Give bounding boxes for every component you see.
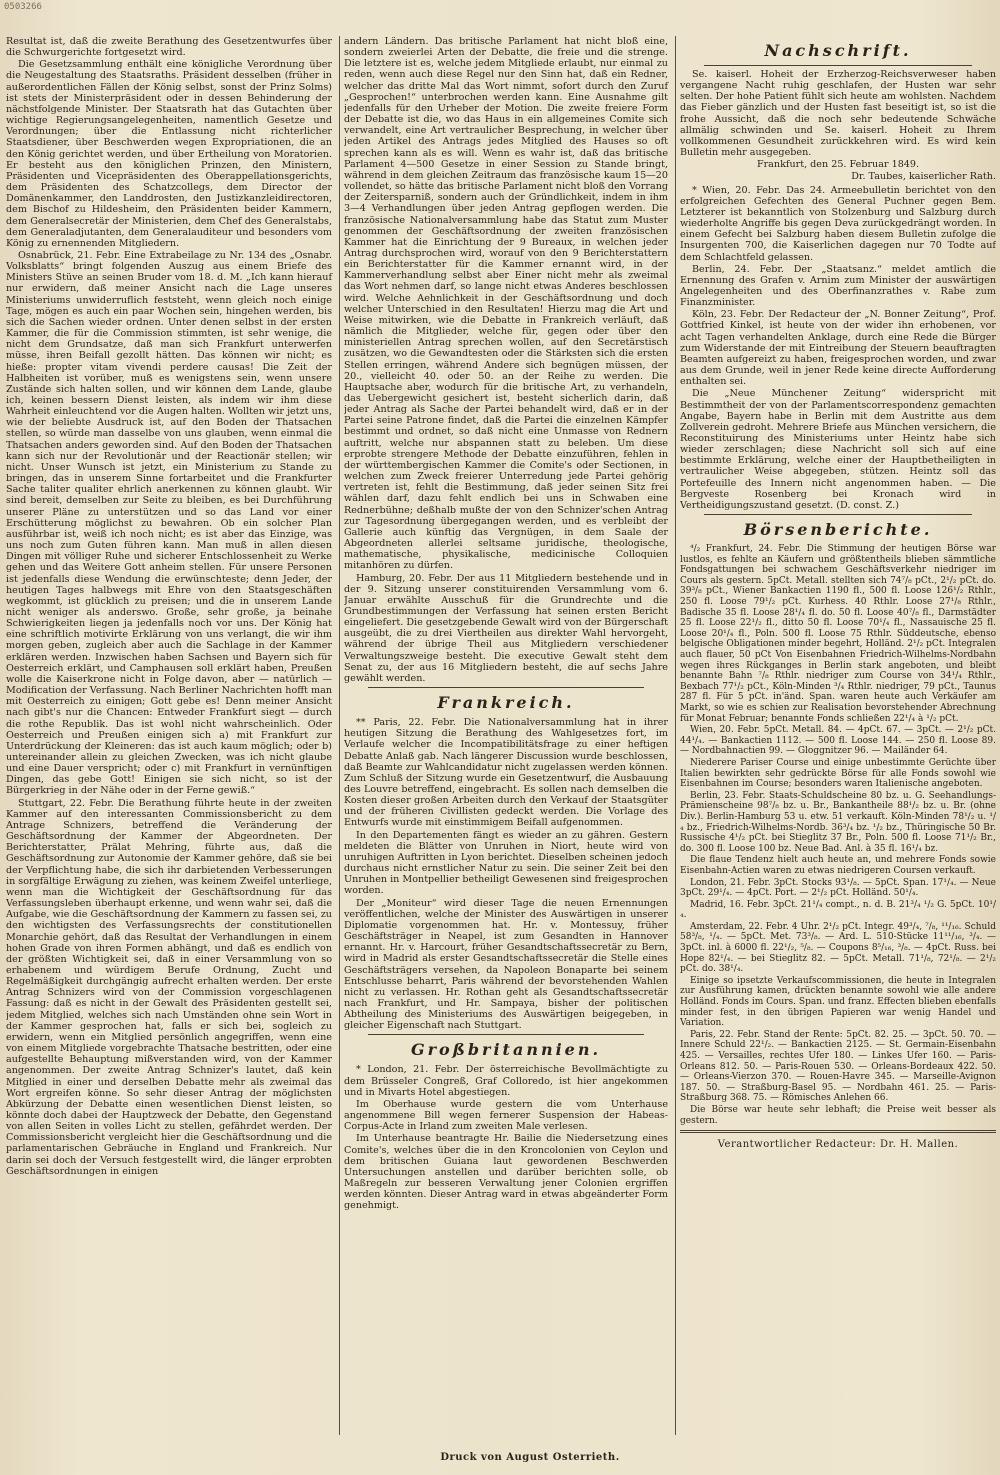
market-note: Die Börse war heute sehr lebhaft; die Preise weit besser als gestern.	[680, 1104, 996, 1126]
divider	[704, 65, 972, 66]
market-madrid: Madrid, 16. Febr. 3pCt. 21¹/₄ compt., n. d. B. 21³/₄ ¹/₂ G. 5pCt. 10¹/₄.	[680, 899, 996, 921]
divider	[368, 1034, 644, 1035]
market-frankfurt: ⁴/₂ Frankfurt, 24. Febr. Die Stimmung der heutigen Börse war lustlos, es fehlte an Käufern und größtentheils blieben sämmtliche Fondsgattungen bei schwachem Geschäftsverkehr niedriger im Cours als gestern. 5pCt. Metall. stellten sich 74⁷/₈ pCt., 2¹/₂ pCt. do. 39³/₈ pCt., Wiener Bankactien 1190 fl., 500 fl. Loose 126¹/₂ Rthlr., 250 fl. Loose 79¹/₂ pCt. Kurhess. 40 Rthlr. Loose 27¹/₈ Rthlr., Badische 35 fl. Loose 28¹/₄ fl. do. 50 fl. Loose 40⁷/₈ fl., Darmstädter 25 fl. Loose 22¹/₂ fl., ditto 50 fl. Loose 70¹/₄ fl., Nassauische 25 fl. Loose 20¹/₄ fl., Poln. 500 fl. Loose 75 Rthlr. Süddeutsche, ebenso belgische Obligationen minder begehrt, Holländ. 2¹/₂ pCt. Integralen auch flauer, 50 pCt Von Eisenbahnen Friedrich-Wilhelms-Nordbahn wegen ihres Rückganges in Berlin stark angeboten, und bleibt benannte Bahn ⁷/₈ Rthlr. niedriger zum Course von 34¹/₄ Rthlr., Bexbach 77¹/₂ pCt., Köln-Minden ³/₄ Rthlr. niedriger, 79 pCt., Taunus 287 fl. Für 5 pCt. in'änd. Span. waren heute auch Verkäufer am Markt, so wie es schien zur Realisation bevorstehender Abrechnung für Monat Februar; benannte Fonds schließen 22¹/₄ à ¹/₂ pCt.	[680, 544, 996, 724]
divider	[368, 687, 644, 688]
article-wien: * Wien, 20. Febr. Das 24. Armeebulletin berichtet von den erfolgreichen Gefechten des General Puchner gegen Bem. Letzterer ist bekanntlich von Stolzenburg und Salzburg durch wiederholte Angriffe bis gegen Deva zurückgedrängt worden. In einem Gefecht bei Salzburg haben diesem Bulletin zufolge die Insurgenten 700, die Kaiserlichen dagegen nur 70 Todte auf dem Schlachtfeld gelassen.	[680, 184, 996, 263]
market-london: London, 21. Febr. 3pCt. Stocks 93¹/₈. — 5pCt. Span. 17¹/₄. — Neue 3pCt. 29¹/₄. — 4pCt. Port. — 2¹/₂ pCt. Holländ. 50¹/₄.	[680, 877, 996, 899]
article-stuttgart: Stuttgart, 22. Febr. Die Berathung führte heute in der zweiten Kammer auf den interessanten Commissionsbericht zu dem Antrage Schnizers, betreffend die Veränderung der Geschäftsordnung der Kammer der Abgeordneten. Der Berichterstatter, Prälat Mehring, führte aus, daß die Geschäftsordnung zur Autonomie der Kammer gehöre, daß sie bei der Verpflichtung habe, die sich ihr darbietenden Verbesserungen in sorgfältige Erwägung zu ziehen, was keinem Zweifel unterliege, wenn man die Wichtigkeit der Geschäftsordnung für das Verfassungsleben überhaupt erkenne, und wenn wahr sei, daß die Aufgabe, wie die Geschäftsordnung der Kammern zu fassen sei, zu den wichtigsten des Verfassungsrechts der constitutionellen Monarchie gehört, daß das Resultat der Verhandlungen in einem hohen Grade von ihren Formen abhängt, und daß es endlich von der größten Wichtigkeit sei, daß in einer Versammlung von so erhabenem und würdigem Berufe Ordnung, Zucht und Regelmäßigkeit durchgängig aufrecht erhalten werden. Der erste Antrag Schnizers wird von der Commission vorgeschlagenen Fassung: daß es nicht in der Gewalt des Präsidenten gestellt sei, jedem Mitglied, welches sich nach Umständen ohne sein Wort in der Kammer gesprochen hat, falls er sich bei, sogleich zu erwidern, wenn ein Mitglied persönlich angegriffen, wenn eine von einem Mitgliede vorgebrachte Thatsache bestritten, oder eine aufgestellte Behauptung mißverstanden wird, von der Kammer angenommen. Der zweite Antrag Schnizer's lautet, daß kein Mitglied in einer und derselben Debatte mehr als zweimal das Wort ergreifen könne. So sehr dieser Antrag der möglichsten Abkürzung der Debatte einen wesentlichen Dienst leisten, so könnte doch dabei der Hauptzweck der Debatte, den Gegenstand von allen Seiten in volles Licht zu stellen, gefährdet werden. Der Commissionsbericht vergleicht hier die Geschäftsordnung und die parlamentarischen Gebräuche in England und Frankreich. Nur darin sei doch der Versuch festgestellt wird, die länger erprobten Geschäftsordnungen in einigen	[6, 797, 332, 1177]
responsible-editor: Verantwortlicher Redacteur: Dr. H. Mallen.	[717, 1139, 959, 1151]
divider	[704, 514, 972, 515]
article-paragraph: Die „Neue Münchener Zeitung“ widerspricht mit Bestimmtheit der von der Parlamentscorrespondenz gemachten Angabe, Bayern habe in Berlin mit dem Austritte aus dem Zollverein gedroht. Mehrere Briefe aus München versichern, die Reconstituirung des Ministeriums unter Heintz habe sich wieder zerschlagen; diese Nachricht soll sich auf eine bestimmte Erklärung, welche einer der Hauptbetheiligten in vertraulicher Weise abgegeben, stützen. Heintz soll das Portefeuille des Innern nicht angenommen haben. — Die Bergveste Rosenberg bei Kronach wird in Vertheidigungszustand gesetzt. (D. const. Z.)	[680, 388, 996, 511]
market-note: Einige so ipsetzte Verkaufscommissionen, die heute in Integralen zur Ausführung kamen, drückten benannte sowohl wie alle andere Holländ. Fonds im Cours. Span. und franz. Effecten blieben ebenfalls minder fest, in den übrigen Papieren war wenig Handel und Variation.	[680, 975, 996, 1029]
column-3	[680, 36, 996, 1455]
market-paris: Paris, 22. Febr. Stand der Rente: 5pCt. 82. 25. — 3pCt. 50. 70. — Innere Schuld 22¹/₂. — Bankactien 2125. — St. Germain-Eisenbahn 425. — Versailles, rechtes Ufer 180. — Linkes Ufer 160. — Paris-Orleans 812. 50. — Paris-Rouen 530. — Orleans-Bordeaux 422. 50. — Orleans-Vierzon 370. — Rouen-Havre 345. — Marseille-Avignon 187. 50. — Straßburg-Basel 95. — Nordbahn 461. 25. — Paris-Straßburg 368. 75. — Römisches Anlehen 66.	[680, 1029, 996, 1104]
article-paragraph: Im Unterhause beantragte Hr. Bailie die Niedersetzung eines Comite's, welches über die in den Kroncolonien von Ceylon und dem britischen Guiana laut gewordenen Beschwerden Untersuchungen anstellen und darüber berichten solle, ob Maßregeln zur besseren Verwaltung jener Colonien ergriffen werden könnten. Dieser Antrag ward in etwas abgeänderter Form genehmigt.	[344, 1133, 668, 1212]
bulletin-signature: Dr. Taubes, kaiserlicher Rath.	[851, 171, 996, 183]
article-paragraph: Im Oberhause wurde gestern die vom Unterhause angenommene Bill wegen fernerer Suspension der Habeas-Corpus-Acte in Irland zum zweiten Male verlesen.	[344, 1098, 668, 1133]
section-heading-grossbritannien: Großbritannien.	[410, 1040, 602, 1060]
divider	[680, 1130, 996, 1133]
article-paragraph: Der „Moniteur“ wird dieser Tage die neuen Ernennungen veröffentlichen, welche der Minister des Auswärtigen in unserer Diplomatie vorgenommen hat. Hr. v. Montessuy, früher Geschäftsträger in Neapel, ist zum Gesandten in Hannover ernannt. Hr. v. Harcourt, früher Gesandtschaftssecretär zu Bern, wird in Madrid als erster Gesandtschaftssecretär die Stelle eines Geschäftsträgers versehen, da Napoleon Bonaparte bei seinem Entschlusse beharrt, Paris während der bevorstehenden Wahlen nicht zu verlassen. Hr. Rothan geht als Gesandtschaftssecretär nach Frankfurt, und Hr. Sampaya, bisher der politischen Abtheilung des Ministeriums des Auswärtigen beigegeben, in gleicher Eigenschaft nach Stuttgart.	[344, 897, 668, 1032]
section-heading-boersen: Börsenberichte.	[743, 520, 933, 540]
article-paragraph: Resultat ist, daß die zweite Berathung des Gesetzentwurfes über die Schwurgerichte fortgesetzt wird.	[6, 36, 332, 59]
article-paris: ** Paris, 22. Febr. Die Nationalversammlung hat in ihrer heutigen Sitzung die Berathung des Wahlgesetzes fort, im Verlaufe welcher die Incompatibilitätsfrage zu einer heftigen Debatte Anlaß gab. Nach längerer Discussion wurde beschlossen, daß Beamte zur Wahlcandidatur nicht zugelassen werden können. Zum Schluß der Sitzung wurde ein Gesetzentwurf, die Ausbauung des Louvre betreffend, eingebracht. Es sollen nach demselben die Kosten dieser großen Arbeiten durch den Verkauf der Staatsgüter und der früheren Civillisten gedeckt werden. Die Vorlage des Entwurfs wurde mit einstimmigem Beifall aufgenommen.	[344, 717, 668, 829]
market-wien: Wien, 20. Febr. 5pCt. Metall. 84. — 4pCt. 67. — 3pCt. — 2¹/₂ pCt. 44¹/₄. — Bankactien 1112. — 500 fl. Loose 144. — 250 fl. Loose 89. — Nordbahnactien 99. — Gloggnitzer 96. — Mailänder 64.	[680, 725, 996, 757]
market-amsterdam: Amsterdam, 22. Febr. 4 Uhr. 2¹/₂ pCt. Integr. 49³/₄, ⁷/₈, ¹¹/₁₆. Schuld 58³/₈, ¹/₄. — 5pCt. Met. 73³/₈. — Ard. L. 510-Stücke 11¹¹/₁₆, ³/₄. — 3pCt. inl. à 6000 fl. 22¹/₂, ⁵/₈. — Coupons 8⁵/₁₆, ³/₈. — 4pCt. Russ. bei Hope 82¹/₄. — bei Stieglitz 82. — 5pCt. Metall. 71¹/₈, 72¹/₈. — 2¹/₂ pCt. do. 38¹/₄.	[680, 921, 996, 975]
article-hamburg: Hamburg, 20. Febr. Der aus 11 Mitgliedern bestehende und in der 9. Sitzung unserer constituirenden Versammlung vom 6. Januar erwählte Ausschuß für die Grundrechte und die Grundbestimmungen der Verfassung hat seinen ersten Bericht eingeliefert. Die gesetzgebende Gewalt wird von der Bürgerschaft ausgeübt, die zu drei Viertheilen aus direkter Wahl hervorgeht, während der übrige Theil aus Mitgliedern verschiedener Verwaltungszweige besteht. Die executive Gewalt steht dem Senat zu, der aus 16 Mitgliedern besteht, die auf sechs Jahre gewählt werden.	[344, 572, 668, 684]
column-2	[344, 36, 672, 1455]
article-paragraph: Die Gesetzsammlung enthält eine königliche Verordnung über die Neugestaltung des Staatsraths. Präsident desselben (früher in außerordentlichen Fällen der König selbst, sonst der Prinz Solms) ist stets der Ministerpräsident oder in dessen Behinderung der nächstfolgende Minister. Der Staatsrath hat das Gutachten über wichtige Regierungsangelegenheiten, namentlich Gesetze und Verordnungen; über die Entlassung nicht richterlicher Staatsdiener, über Beschwerden wegen Expropriationen, die an den König gerichtet werden, und über Ertheilung von Moratorien. Er besteht aus den königlichen Prinzen, den Ministern, Präsidenten und Vicepräsidenten des Oberappellationsgerichts, dem Präsidenten des Schatzcollegs, dem Director der Domänenkammer, den Landdrosten, den Justizkanzleidirectoren, dem Bischof zu Hildesheim, den Präsidenten beider Kammern, dem Generalsecretär der Ministerien, dem Chef des Generalstabs, dem Generaladjutanten, dem Generalauditeur und besonders vom König zu ernennenden Mitgliedern.	[6, 59, 332, 249]
article-paragraph: andern Ländern. Das britische Parlament hat nicht bloß eine, sondern zweierlei Arten der Debatte, die freie und die strenge. Die letztere ist es, welche jedem Mitgliede erlaubt, nur einmal zu reden, wenn auch diese Regel nur den Sinn hat, daß ein Redner, welcher das dritte Mal das Wort nimmt, sofort durch den Zuruf „Gesprochen!“ unterbrochen werden kann. Eine Ausnahme gilt jedenfalls für den Urheber der Motion. Die zweite freiere Form der Debatte ist die, wo das Haus in ein allgemeines Comite sich verwandelt, eine Art vertraulicher Besprechung, in welcher über jeden Artikel des Antrags jedes Mitglied des Hauses so oft sprechen kann als es will. Wenn es wahr ist, daß das britische Parlament 4—500 Gesetze in einer Session zu Stande bringt, während in dem gleichen Zeitraum das französische kaum 15—20 vollendet, so hätte das britische Parlament nicht bloß den Vorrang der Zeitersparniß, sondern auch der Gründlichkeit, indem in ihm 3—4 Verhandlungen über jeden Antrag gepflogen werden. Die französische Nationalversammlung habe das Statut zum Muster genommen der Geschäftsordnung der zweiten französischen Kammer hat die Einrichtung der 9 Bureaux, in welchen jeder Antrag durchsprochen wird, worauf von den 9 Berichterstattern ein Berichterstatter für die Kammer ernannt wird, in der Kammerverhandlung selbst aber Einer nicht mehr als zweimal das Wort nehmen darf, so lange nicht etwas Anderes beschlossen wird. Welche Aehnlichkeit in der Geschäftsordnung und doch welcher Unterschied in den Resultaten! Hierzu mag die Art und Weise mitwirken, wie die Debatte in Frankreich verläuft, daß nämlich die Mitglieder, welche für, gegen oder über den ministeriellen Antrag sprechen wollen, auf den Secretärstisch zusätzen, wo die Gewandtesten oder die Stärksten sich die ersten Stellen erringen, während Andere sich begnügen müssen, der 20., vielleicht 40. oder 50. an der Reihe zu werden. Die Hauptsache aber, wodurch für die britische Art, zu verhandeln, das Uebergewicht gesichert ist, besteht sicherlich darin, daß jeder Antrag als Sache der Partei behandelt wird, daß er in der Partei seine Patrone findet, daß die Partei die einzelnen Kämpfer bestimmt und ordnet, so daß nicht eine Unmasse von Rednern auftritt, welche nur abspannen statt zu beleben. Um diese erprobte strengere Methode der Debatte einzuführen, fehlen in der württembergischen Kammer die Comite's oder Sectionen, in welchen zum Zweck freierer Unterredung jede Partei gehörig vertreten ist, fehlt die Bestimmung, daß jeder seinen Sitz frei wählen darf, dazu fehlt endlich bei uns in Schwaben eine Rednerbühne; deßhalb mußte der von den Schnizer'schen Antrag zur Tagesordnung übergegangen werden, und es verbleibt der Gallerie auch künftig das Vergnügen, in dem Saale der Abgeordneten allerlei seltsame juridische, theologische, mathematische, physikalische, medicinische Colloquien mitanhören zu dürfen.	[344, 36, 669, 572]
market-note: Niederere Pariser Course und einige unbestimmte Gerüchte über Italien bewirkten sehr gedrückte Börse für alle Fonds sowohl wie Eisenbahnen im Course; besonders waren Italienische angeboten.	[680, 757, 996, 790]
column-divider	[675, 36, 676, 1435]
column-divider	[339, 36, 340, 1435]
printer-imprint: Druck von August Osterrieth.	[440, 1452, 620, 1463]
section-heading-nachschrift: Nachschrift.	[764, 41, 912, 60]
market-reports	[680, 544, 996, 1126]
article-osnabrueck: Osnabrück, 21. Febr. Eine Extrabeilage zu Nr. 134 des „Osnabr. Volksblatts“ bringt folgenden Auszug aus einem Briefe des Ministers Stüve an seinen Bruder vom 18. d. M. „Ich kann hierauf nur erwidern, daß meiner Ansicht nach die Lage unseres Ministeriums unwiderruflich feststeht, wenn gleich noch einige Tage, mögen es auch ein paar Wochen sein, hingehen werden, bis sich die Sachen wieder ordnen. Unter denen selbst in der ersten Kammer, die für die Commission stimmten, ist sehr wenige, die nicht dem Grundsatze, daß man sich Frankfurt unterwerfen müsse, ihren Beifall gezollt hätten. Das können wir nicht; es hieße: propter vitam vivendi perdere causas! Die Zeit der Halbheiten ist vorüber, muß es wenigstens sein, wenn unsere Zustände sich halten sollen, und wir können dem Lande, glaube ich, keinen bessern Dienst leisten, als indem wir ihm diese Wahrheit einleuchtend vor die Augen halten. Wollten wir jetzt uns, wie der beliebte Ausdruck ist, auf den Boden der Thatsachen stellen, so würde man dasselbe von uns glauben, wenn einmal die Thatsachen anders geworden sind. Auf den Boden der Thatsachen kann sich nur der Revolutionär und der Reactionär stellen; wir nicht. Unser Wunsch ist jetzt, ein Ministerium zu Stande zu bringen, das in unserem Sinne fortarbeitet und die Frankfurter Sache taliter qualiter ehrlich anerkennen zu können glaubt. Wir sind bereit, demselben zur Seite zu bleiben, es bei Durchführung unserer Pläne zu unterstützen und so das Land vor einer Erschütterung möglichst zu bewahren. Ob ein solcher Plan ausführbar ist, weiß ich noch nicht; es ist aber das Einzige, was uns noch zum Guten führen kann. Man muß in allen diesen Dingen mit völliger Ruhe und sicherer Entschlossenheit zu Werke gehen und das Weitere Gott anheim stellen. Für unsere Personen ist jedenfalls diese Wendung die erwünschteste; denn Jeder, der heutigen Tages halbwegs mit Ehre von den Staatsgeschäften wegkommt, ist glücklich zu preisen; und die in unserem Lande nicht weniger als anderswo. Große, sehr große, ja beinahe Schwierigkeiten liegen ja jedenfalls noch vor uns. Der König hat eine schriftlich motivirte Erklärung von uns verlangt, die wir ihm morgen geben, zugleich aber auch die Sachlage in der Kammer erklären werden. Inzwischen haben Sachsen und Bayern sich für Oesterreich erklärt, und Camphausen soll erklärt haben, Preußen wolle die Kaiserkrone nicht in Folge davon, aber — natürlich — Modification der Verfassung. Nach Berliner Nachrichten hofft man mit Oesterreich zu einigen; Gott gebe es! Denn meiner Ansicht nach gibt's nur die Chancen: Entweder Frankfurt siegt — durch die rothe Republik. Das ist wohl nicht wahrscheinlich. Oder Oesterreich und Preußen einigen sich a) mit Frankfurt zur Unterdrückung der Kleineren: das ist auch kaum möglich; oder b) untereinander allein zu gleichen Zwecken, was ich nicht glaube und eine Dauer verspricht; oder c) mit Frankfurt in vernünftigen Dingen, das gebe Gott! Einigen sie sich nicht, so ist der Bürgerkrieg in der Nähe oder in der Ferne gewiß.“	[6, 249, 332, 797]
market-note: Die flaue Tendenz hielt auch heute an, und mehrere Fonds sowie Eisenbahn-Actien waren zu etwas niedrigeren Coursen verkauft.	[680, 855, 996, 876]
market-berlin: Berlin, 23. Febr. Staats-Schuldscheine 80 bz. u. G. Seehandlungs-Prämienscheine 98⁷/₈ bz. u. Br., Bankantheile 88¹/₂ bz. u. Br. (ohne Div.). Berlin-Hamburg 53 u. etw. 51 verkauft. Köln-Minden 78¹/₂ u. ¹/₄ bz., Friedrich-Wilhelms-Nordb. 36³/₄ bz. ¹/₂ bz., Thüringische 50 Br. Russische 4¹/₂ pCt. bei Stieglitz 37 Br., Poln. 500 fl. Loose 71¹/₂ Br., do. 300 fl. Loose 100 bz. Neue Bad. Anl. à 35 fl. 16¹/₄ bz.	[680, 790, 996, 854]
article-berlin: Berlin, 24. Febr. Der „Staatsanz.“ meldet amtlich die Ernennung des Grafen v. Arnim zum Minister der auswärtigen Angelegenheiten und des Oberfinanzrathes v. Rabe zum Finanzminister.	[680, 263, 996, 309]
column-1	[6, 36, 336, 1455]
page-id: 0503266	[4, 2, 42, 12]
article-paragraph: In den Departementen fängt es wieder an zu gähren. Gestern meldeten die Blätter von Unruhen in Niort, heute wird von unruhigen Auftritten in Lyon berichtet. Dieselben scheinen jedoch durchaus nicht ernstlicher Natur zu sein. Die seiner Zeit bei den Unruhen in Montpellier betheiligt Gewesenen sind freigesprochen worden.	[344, 829, 668, 897]
article-london: * London, 21. Febr. Der österreichische Bevollmächtigte zu dem Brüsseler Congreß, Graf Colloredo, ist hier angekommen und in Mivarts Hotel abgestiegen.	[344, 1064, 668, 1098]
article-koeln: Köln, 23. Febr. Der Redacteur der „N. Bonner Zeitung“, Prof. Gottfried Kinkel, ist heute von der wider ihn erhobenen, vor acht Tagen verhandelten Anklage, durch eine Rede die Bürger zum Widerstande der mit Eintreibung der Steuern beauftragten Beamten aufgereizt zu haben, freigesprochen worden, und zwar aus dem Grunde, weil in jener Rede keine directe Aufforderung enthalten sei.	[680, 309, 996, 388]
section-heading-frankreich: Frankreich.	[437, 693, 575, 713]
bulletin-paragraph: Se. kaiserl. Hoheit der Erzherzog-Reichsverweser haben vergangene Nacht ruhig geschlafen, der Husten war sehr selten. Der hohe Patient fühlt sich heute am wohlsten. Nachdem das Fieber gänzlich und der Husten fast beseitigt ist, so ist die frohe Aussicht, daß die noch sehr bedeutende Schwäche allmälig schwinden und Se. kaiserl. Hoheit zu Ihrem vollkommenen Gesundheit zurückkehren wird. Es wird kein Bulletin mehr ausgegeben.	[680, 69, 996, 159]
bulletin-dateline: Frankfurt, den 25. Februar 1849.	[756, 159, 920, 171]
